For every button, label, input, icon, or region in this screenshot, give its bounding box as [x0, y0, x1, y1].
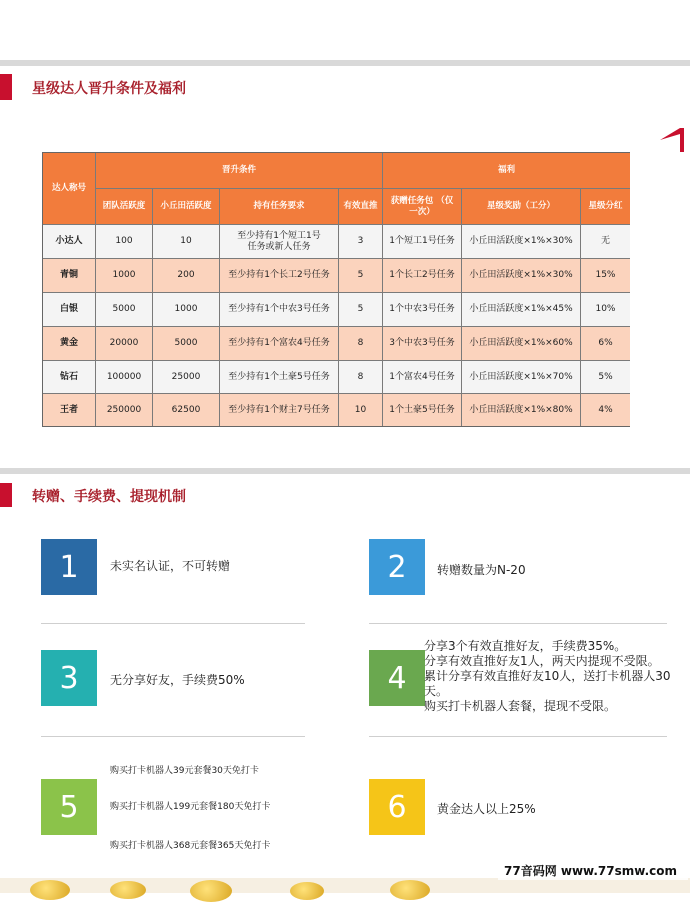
table-cell: 至少持有1个土豪5号任务	[220, 361, 339, 394]
rule-4-line: 分享3个有效直推好友，手续费35%。	[424, 639, 627, 653]
table-cell: 王者	[43, 394, 96, 426]
rule-text-2: 转赠数量为N-20	[437, 563, 526, 577]
table-cell: 250000	[96, 394, 153, 426]
corner-accent-icon	[660, 128, 684, 152]
table-cell: 小达人	[43, 225, 96, 259]
table-cell: 3	[339, 225, 383, 259]
table-cell: 白银	[43, 293, 96, 327]
table-cell: 1个富农4号任务	[383, 361, 462, 394]
table-cell: 小丘田活跃度×1%×30%	[462, 225, 581, 259]
watermark-text: 77音码网 www.77smw.com	[504, 864, 678, 878]
table-cell: 5	[339, 259, 383, 293]
table-cell: 4%	[581, 394, 630, 426]
table-cell: 至少持有1个中农3号任务	[220, 293, 339, 327]
rule-text-4	[424, 639, 690, 714]
header-col-star-reward: 星级奖励（工分）	[462, 189, 581, 225]
table-cell: 黄金	[43, 327, 96, 361]
table-cell: 100	[96, 225, 153, 259]
coin-icon	[290, 882, 324, 900]
table-cell: 至少持有1个财主7号任务	[220, 394, 339, 426]
header-col-direct-referrals: 有效直推	[339, 189, 383, 225]
table-cell: 小丘田活跃度×1%×70%	[462, 361, 581, 394]
header-col-task-requirement: 持有任务要求	[220, 189, 339, 225]
coin-icon	[110, 881, 146, 899]
table-cell: 5000	[153, 327, 220, 361]
table-cell: 62500	[153, 394, 220, 426]
section-title-transfer: 转赠、手续费、提现机制	[32, 489, 186, 505]
rule-4-line: 购买打卡机器人套餐，提现不受限。	[424, 699, 617, 713]
rule-4-line: 累计分享有效直推好友10人，送打卡机器人30	[424, 669, 671, 683]
rule-4-line: 天。	[424, 684, 449, 698]
table-cell: 5	[339, 293, 383, 327]
table-cell: 小丘田活跃度×1%×60%	[462, 327, 581, 361]
rule-number-5: 5	[41, 779, 97, 835]
table-cell: 青铜	[43, 259, 96, 293]
table-cell: 至少持有1个长工2号任务	[220, 259, 339, 293]
rule-5-line: 购买打卡机器人368元套餐365天免打卡	[110, 841, 271, 851]
table-cell: 1个长工2号任务	[383, 259, 462, 293]
coin-icon	[390, 880, 430, 900]
table-cell: 10	[339, 394, 383, 426]
table-cell: 10%	[581, 293, 630, 327]
section-marker	[0, 74, 12, 100]
table-cell: 至少持有1个富农4号任务	[220, 327, 339, 361]
table-cell: 至少持有1个短工1号任务或新人任务	[220, 225, 339, 259]
table-cell: 8	[339, 361, 383, 394]
footer-strip	[0, 878, 690, 893]
row-divider	[41, 623, 305, 624]
rule-number-4: 4	[369, 650, 425, 706]
table-cell: 钻石	[43, 361, 96, 394]
rule-5-line: 购买打卡机器人39元套餐30天免打卡	[110, 766, 259, 776]
header-title-col: 达人称号	[43, 153, 96, 225]
rule-text-3: 无分享好友，手续费50%	[110, 673, 245, 687]
promotion-table	[42, 152, 630, 427]
middle-divider-bar	[0, 468, 690, 474]
header-col-team-activity: 团队活跃度	[96, 189, 153, 225]
table-cell: 小丘田活跃度×1%×30%	[462, 259, 581, 293]
table-cell: 3个中农3号任务	[383, 327, 462, 361]
table-cell: 15%	[581, 259, 630, 293]
row-divider	[369, 736, 667, 737]
table-cell: 1个土豪5号任务	[383, 394, 462, 426]
section-marker	[0, 483, 12, 507]
rule-number-2: 2	[369, 539, 425, 595]
section-title-promotion: 星级达人晋升条件及福利	[32, 81, 186, 97]
coin-icon	[30, 880, 70, 900]
header-col-gift-package: 获赠任务包 （仅一次）	[383, 189, 462, 225]
header-group-benefit: 福利	[383, 153, 630, 189]
table-cell: 6%	[581, 327, 630, 361]
rule-text-6: 黄金达人以上25%	[437, 802, 536, 816]
table-cell: 20000	[96, 327, 153, 361]
table-cell: 小丘田活跃度×1%×80%	[462, 394, 581, 426]
table-cell: 无	[581, 225, 630, 259]
rule-number-6: 6	[369, 779, 425, 835]
header-group-promote: 晋升条件	[96, 153, 383, 189]
row-divider	[369, 623, 667, 624]
table-cell: 1个中农3号任务	[383, 293, 462, 327]
table-cell: 200	[153, 259, 220, 293]
table-cell: 1个短工1号任务	[383, 225, 462, 259]
header-col-field-activity: 小丘田活跃度	[153, 189, 220, 225]
coin-icon	[190, 880, 232, 902]
rule-number-1: 1	[41, 539, 97, 595]
table-cell: 10	[153, 225, 220, 259]
header-col-dividend: 星级分红	[581, 189, 630, 225]
table-cell: 25000	[153, 361, 220, 394]
table-cell: 5000	[96, 293, 153, 327]
table-cell: 8	[339, 327, 383, 361]
rule-number-3: 3	[41, 650, 97, 706]
rule-5-line: 购买打卡机器人199元套餐180天免打卡	[110, 802, 271, 812]
table-cell: 100000	[96, 361, 153, 394]
table-cell: 小丘田活跃度×1%×45%	[462, 293, 581, 327]
rule-4-line: 分享有效直推好友1人，两天内提现不受限。	[424, 654, 660, 668]
table-cell: 1000	[153, 293, 220, 327]
top-divider-bar	[0, 60, 690, 66]
row-divider	[41, 736, 305, 737]
table-cell: 1000	[96, 259, 153, 293]
rule-text-1: 未实名认证，不可转赠	[110, 559, 231, 573]
table-cell: 5%	[581, 361, 630, 394]
